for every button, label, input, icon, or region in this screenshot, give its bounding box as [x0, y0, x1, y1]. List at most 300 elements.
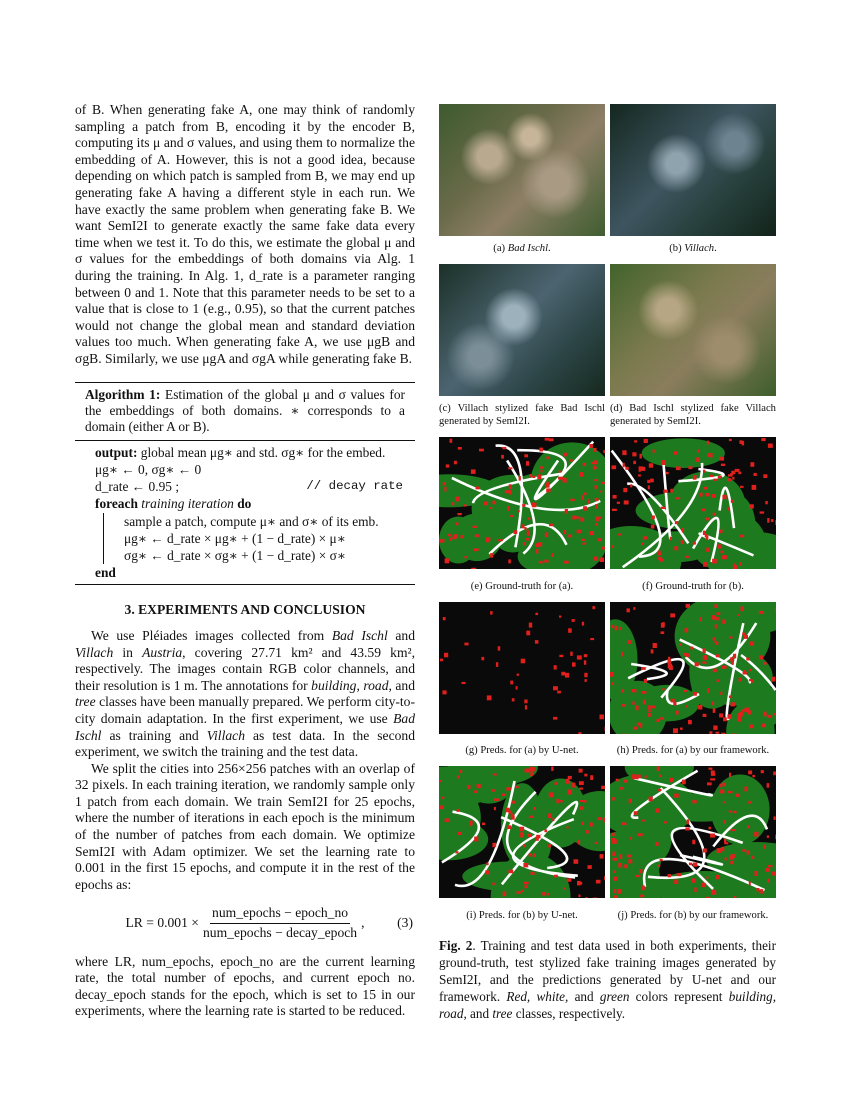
building-blob — [674, 451, 677, 455]
building-blob — [611, 545, 613, 548]
building-blob — [450, 439, 453, 443]
building-blob — [565, 509, 568, 514]
building-blob — [617, 502, 620, 504]
building-blob — [468, 785, 471, 789]
caption-text: Preds. for (b) by our framework. — [630, 909, 769, 921]
stylized-image — [610, 264, 776, 396]
building-blob — [526, 538, 529, 541]
building-blob — [440, 658, 443, 661]
algorithm-header — [75, 383, 415, 441]
building-blob — [485, 538, 489, 542]
building-blob — [588, 865, 592, 869]
building-blob — [474, 548, 479, 551]
building-blob — [501, 455, 504, 459]
building-blob — [523, 844, 525, 847]
building-blob — [521, 658, 525, 663]
building-blob — [685, 627, 689, 632]
section-title: 3. EXPERIMENTS AND CONCLUSION — [124, 602, 366, 618]
building-blob — [509, 490, 512, 495]
building-blob — [743, 670, 745, 672]
building-blob — [634, 440, 637, 442]
algorithm-loop-line-2: μg∗ ← d_rate × μg∗ + (1 − d_rate) × μ∗ — [124, 530, 346, 546]
algorithm-loop-line-1: sample a patch, compute μ∗ and σ∗ of its emb. — [124, 513, 379, 529]
building-blob — [471, 469, 476, 474]
city-name: Villach — [75, 644, 114, 660]
building-blob — [702, 509, 706, 512]
building-blob — [485, 870, 489, 874]
building-blob — [642, 820, 645, 822]
building-blob — [763, 474, 767, 478]
caption-label: (g) — [465, 745, 478, 757]
building-blob — [554, 875, 558, 878]
building-blob — [675, 521, 678, 524]
building-blob — [476, 486, 480, 489]
building-blob — [522, 504, 525, 507]
building-blob — [529, 622, 532, 627]
building-blob — [596, 880, 601, 884]
building-blob — [693, 475, 697, 480]
building-blob — [533, 854, 536, 858]
building-blob — [572, 619, 575, 622]
caption-text: Preds. for (a) by U-net. — [480, 745, 579, 757]
building-blob — [686, 705, 688, 707]
building-blob — [670, 613, 675, 617]
building-blob — [684, 652, 688, 655]
building-blob — [556, 799, 559, 803]
building-blob — [668, 874, 671, 877]
figure-panel-b — [610, 104, 776, 264]
building-blob — [516, 786, 519, 788]
building-blob — [737, 716, 741, 721]
caption-text: Preds. for (b) by U-net. — [478, 909, 578, 921]
building-blob — [630, 837, 632, 840]
class-name: tree — [75, 694, 96, 710]
building-blob — [600, 714, 604, 719]
building-blob — [713, 725, 717, 729]
building-blob — [682, 780, 686, 785]
building-blob — [540, 470, 542, 473]
building-blob — [697, 449, 699, 452]
building-blob — [618, 863, 622, 868]
building-blob — [621, 651, 623, 656]
building-blob — [632, 452, 636, 456]
building-blob — [674, 546, 678, 550]
building-blob — [634, 811, 638, 815]
building-blob — [731, 702, 736, 706]
building-blob — [599, 517, 601, 519]
building-blob — [570, 651, 573, 655]
building-blob — [709, 827, 712, 830]
building-blob — [633, 607, 635, 610]
building-blob — [717, 848, 722, 853]
building-blob — [722, 555, 727, 559]
building-blob — [720, 784, 722, 788]
building-blob — [519, 827, 524, 832]
building-blob — [545, 438, 550, 441]
building-blob — [535, 543, 539, 547]
building-blob — [598, 538, 602, 541]
building-blob — [578, 732, 581, 734]
building-blob — [540, 466, 544, 468]
class-name: building — [311, 677, 357, 693]
building-blob — [524, 699, 527, 703]
figure-panel-i — [439, 766, 605, 931]
text-run: and — [387, 627, 415, 643]
caption-text: Villach — [684, 243, 715, 254]
building-blob — [629, 799, 632, 804]
building-blob — [740, 535, 745, 538]
rate-assignment: d_rate ← 0.95 ; — [95, 479, 180, 495]
building-blob — [703, 648, 706, 653]
building-blob — [754, 832, 758, 837]
building-blob — [568, 535, 572, 538]
building-blob — [722, 495, 726, 499]
building-blob — [493, 501, 496, 505]
building-blob — [561, 671, 565, 675]
building-blob — [439, 780, 442, 782]
building-blob — [775, 835, 776, 840]
building-blob — [460, 770, 463, 773]
building-blob — [643, 699, 646, 704]
building-blob — [584, 654, 588, 657]
building-blob — [618, 534, 621, 536]
building-blob — [481, 656, 484, 659]
building-blob — [546, 488, 550, 492]
building-blob — [507, 825, 511, 829]
building-blob — [514, 530, 518, 534]
figure-panel-h — [610, 602, 776, 767]
building-blob — [628, 859, 632, 863]
building-blob — [578, 840, 580, 845]
text-run: as test data. In the second experiment, we switch the training and the test data. — [75, 727, 416, 760]
equation-numerator: num_epochs − epoch_no — [210, 905, 350, 924]
building-blob — [574, 859, 579, 864]
paragraph-training: We split the cities into 256×256 patches with an overlap of 32 pixels. In each training iteration, we randomly sample only 1 patch from each domain. We train SemI2I for 25 epochs, where the number of iterations in each epoch is the minimum of the number of patches from each domain. We optimize SemI2I with Adam optimizer. We set the learning rate to 0.001 in the first 15 epochs, and compute it in the rest of the epochs as: — [75, 760, 415, 892]
equation-denominator: num_epochs − decay_epoch — [202, 925, 358, 941]
building-blob — [524, 454, 528, 457]
building-blob — [579, 472, 583, 477]
building-blob — [761, 723, 766, 727]
building-blob — [687, 820, 690, 825]
building-blob — [712, 494, 716, 498]
building-blob — [580, 806, 584, 810]
building-blob — [685, 828, 689, 831]
building-blob — [763, 845, 766, 849]
building-blob — [615, 625, 618, 630]
building-blob — [718, 476, 722, 479]
building-blob — [624, 500, 629, 504]
building-blob — [589, 444, 593, 448]
tree-region — [462, 862, 558, 892]
building-blob — [653, 450, 655, 453]
caption-text: Villach stylized fake Bad Ischl generated by SemI2I. — [439, 403, 605, 427]
building-blob — [733, 653, 736, 658]
building-blob — [595, 842, 598, 844]
caption — [610, 909, 776, 922]
building-blob — [596, 523, 599, 526]
building-blob — [586, 830, 589, 834]
caption-label: (c) — [439, 403, 451, 414]
building-blob — [700, 617, 702, 621]
building-blob — [707, 688, 709, 693]
building-blob — [579, 769, 583, 773]
building-blob — [685, 556, 689, 558]
building-blob — [645, 776, 647, 779]
building-blob — [765, 868, 770, 872]
building-blob — [719, 457, 724, 461]
building-blob — [535, 612, 538, 614]
building-blob — [698, 704, 702, 709]
building-blob — [617, 889, 621, 894]
building-blob — [648, 713, 651, 717]
building-blob — [564, 561, 569, 564]
building-blob — [579, 781, 584, 785]
building-blob — [632, 701, 634, 704]
algorithm-box — [75, 382, 415, 586]
building-blob — [733, 565, 737, 569]
building-blob — [564, 530, 566, 534]
text-run: Red, white, — [506, 988, 569, 1004]
building-blob — [668, 656, 670, 659]
building-blob — [454, 534, 458, 538]
building-blob — [649, 797, 653, 802]
building-blob — [670, 489, 673, 493]
building-blob — [516, 686, 518, 690]
caption — [610, 242, 776, 255]
algorithm-output-line — [95, 444, 415, 461]
building-blob — [642, 691, 646, 694]
building-blob — [582, 621, 584, 625]
building-blob — [706, 548, 710, 552]
building-blob — [536, 549, 538, 554]
building-blob — [527, 530, 529, 534]
building-blob — [744, 634, 748, 638]
building-blob — [688, 466, 692, 469]
building-blob — [690, 646, 693, 649]
text-run: building, road — [439, 988, 776, 1021]
building-blob — [661, 507, 666, 509]
building-blob — [567, 878, 572, 882]
building-blob — [749, 679, 752, 681]
building-blob — [584, 493, 587, 496]
building-blob — [457, 513, 461, 515]
city-name: Villach — [206, 727, 245, 743]
building-blob — [580, 800, 585, 802]
building-blob — [598, 817, 602, 820]
building-blob — [771, 676, 776, 681]
building-blob — [655, 808, 659, 812]
building-blob — [557, 690, 561, 693]
building-blob — [442, 797, 445, 800]
building-blob — [748, 771, 752, 775]
building-blob — [716, 654, 720, 657]
building-blob — [723, 717, 727, 721]
building-blob — [487, 695, 492, 700]
building-blob — [509, 484, 512, 489]
text-run: classes, respectively. — [512, 1005, 626, 1021]
building-blob — [738, 472, 741, 475]
building-blob — [519, 476, 521, 481]
building-blob — [744, 787, 747, 792]
building-blob — [749, 641, 754, 645]
building-blob — [510, 680, 513, 684]
building-blob — [673, 728, 678, 733]
building-blob — [721, 464, 725, 466]
building-blob — [611, 838, 615, 842]
building-blob — [559, 615, 561, 617]
figure-panel-j — [610, 766, 776, 931]
building-blob — [548, 814, 551, 819]
building-blob — [707, 783, 712, 786]
building-blob — [742, 849, 746, 852]
building-blob — [544, 560, 548, 563]
building-blob — [581, 539, 585, 541]
building-blob — [559, 470, 561, 472]
building-blob — [750, 724, 754, 728]
building-blob — [775, 607, 776, 612]
building-blob — [682, 528, 684, 533]
building-blob — [621, 704, 626, 707]
building-blob — [662, 688, 664, 690]
building-blob — [648, 705, 650, 710]
building-blob — [579, 788, 583, 790]
building-blob — [521, 890, 523, 892]
building-blob — [744, 707, 749, 712]
building-blob — [578, 895, 580, 898]
building-blob — [702, 883, 706, 888]
building-blob — [722, 783, 725, 787]
building-blob — [728, 791, 733, 793]
foreach-condition: training iteration — [137, 496, 238, 512]
building-blob — [614, 889, 616, 893]
building-blob — [553, 686, 558, 690]
building-blob — [763, 711, 767, 716]
building-blob — [612, 797, 615, 801]
building-blob — [737, 613, 740, 615]
right-column — [439, 104, 776, 1022]
building-blob — [455, 851, 458, 853]
building-blob — [733, 811, 737, 814]
building-blob — [706, 876, 708, 878]
figure-panel-g — [439, 602, 605, 767]
caption — [610, 402, 776, 428]
building-blob — [694, 888, 696, 893]
building-blob — [492, 883, 495, 886]
text-run: classes have been manually prepared. We perform city-to-city domain adaptation. In the first experiment, we use — [75, 694, 415, 726]
segmentation-mask — [610, 602, 776, 734]
building-blob — [442, 690, 446, 694]
building-blob — [568, 776, 572, 779]
building-blob — [531, 872, 535, 875]
building-blob — [662, 622, 665, 627]
building-blob — [461, 535, 464, 538]
building-blob — [643, 536, 647, 539]
building-blob — [532, 476, 535, 478]
building-blob — [577, 881, 581, 886]
building-blob — [444, 487, 446, 492]
building-blob — [512, 698, 515, 701]
algorithm-body — [75, 441, 415, 585]
text-run: as training and — [101, 727, 207, 743]
building-blob — [506, 808, 510, 813]
building-blob — [622, 822, 627, 825]
building-blob — [722, 665, 727, 668]
caption-label: (b) — [669, 243, 682, 254]
building-blob — [713, 513, 716, 516]
caption-label: (j) — [617, 909, 628, 921]
building-blob — [565, 672, 569, 677]
building-blob — [559, 654, 563, 656]
building-blob — [668, 659, 672, 664]
building-blob — [508, 467, 512, 469]
figure-caption — [439, 937, 776, 1022]
building-blob — [673, 702, 676, 705]
building-blob — [491, 789, 495, 791]
building-blob — [616, 779, 619, 782]
building-blob — [731, 829, 736, 831]
building-blob — [555, 782, 558, 785]
building-blob — [767, 836, 769, 839]
building-blob — [709, 768, 713, 770]
building-blob — [601, 786, 605, 789]
building-blob — [718, 544, 722, 548]
building-blob — [729, 810, 732, 812]
building-blob — [464, 556, 467, 558]
building-blob — [612, 833, 615, 836]
do-keyword: do — [237, 496, 252, 512]
building-blob — [638, 474, 641, 476]
building-blob — [593, 448, 596, 452]
building-blob — [765, 501, 768, 504]
building-blob — [640, 723, 642, 728]
caption — [610, 580, 776, 593]
building-blob — [545, 532, 548, 537]
building-blob — [525, 769, 530, 773]
building-blob — [493, 774, 497, 776]
building-blob — [620, 787, 623, 790]
building-blob — [693, 691, 697, 695]
text-run: colors represent — [629, 988, 729, 1004]
building-blob — [518, 510, 520, 512]
building-blob — [595, 498, 599, 501]
building-blob — [712, 701, 714, 705]
building-blob — [638, 833, 643, 836]
building-blob — [666, 472, 669, 474]
building-blob — [713, 637, 715, 640]
text-run: and — [568, 988, 600, 1004]
building-blob — [613, 858, 618, 861]
building-blob — [661, 631, 665, 634]
building-blob — [613, 870, 615, 873]
caption-tail: . — [714, 243, 717, 254]
output-keyword: output: — [95, 444, 138, 460]
building-blob — [742, 632, 745, 635]
caption — [610, 744, 776, 757]
building-blob — [611, 624, 614, 627]
building-blob — [450, 538, 452, 541]
building-blob — [512, 801, 516, 804]
caption-text: Bad Ischl stylized fake Villach generated by SemI2I. — [610, 403, 776, 427]
building-blob — [477, 784, 481, 788]
building-blob — [671, 698, 675, 702]
building-blob — [623, 488, 627, 492]
building-blob — [582, 822, 584, 826]
building-blob — [741, 606, 744, 611]
building-blob — [722, 847, 725, 851]
building-blob — [604, 876, 605, 880]
building-blob — [729, 695, 731, 698]
caption-label: (e) — [470, 580, 483, 592]
